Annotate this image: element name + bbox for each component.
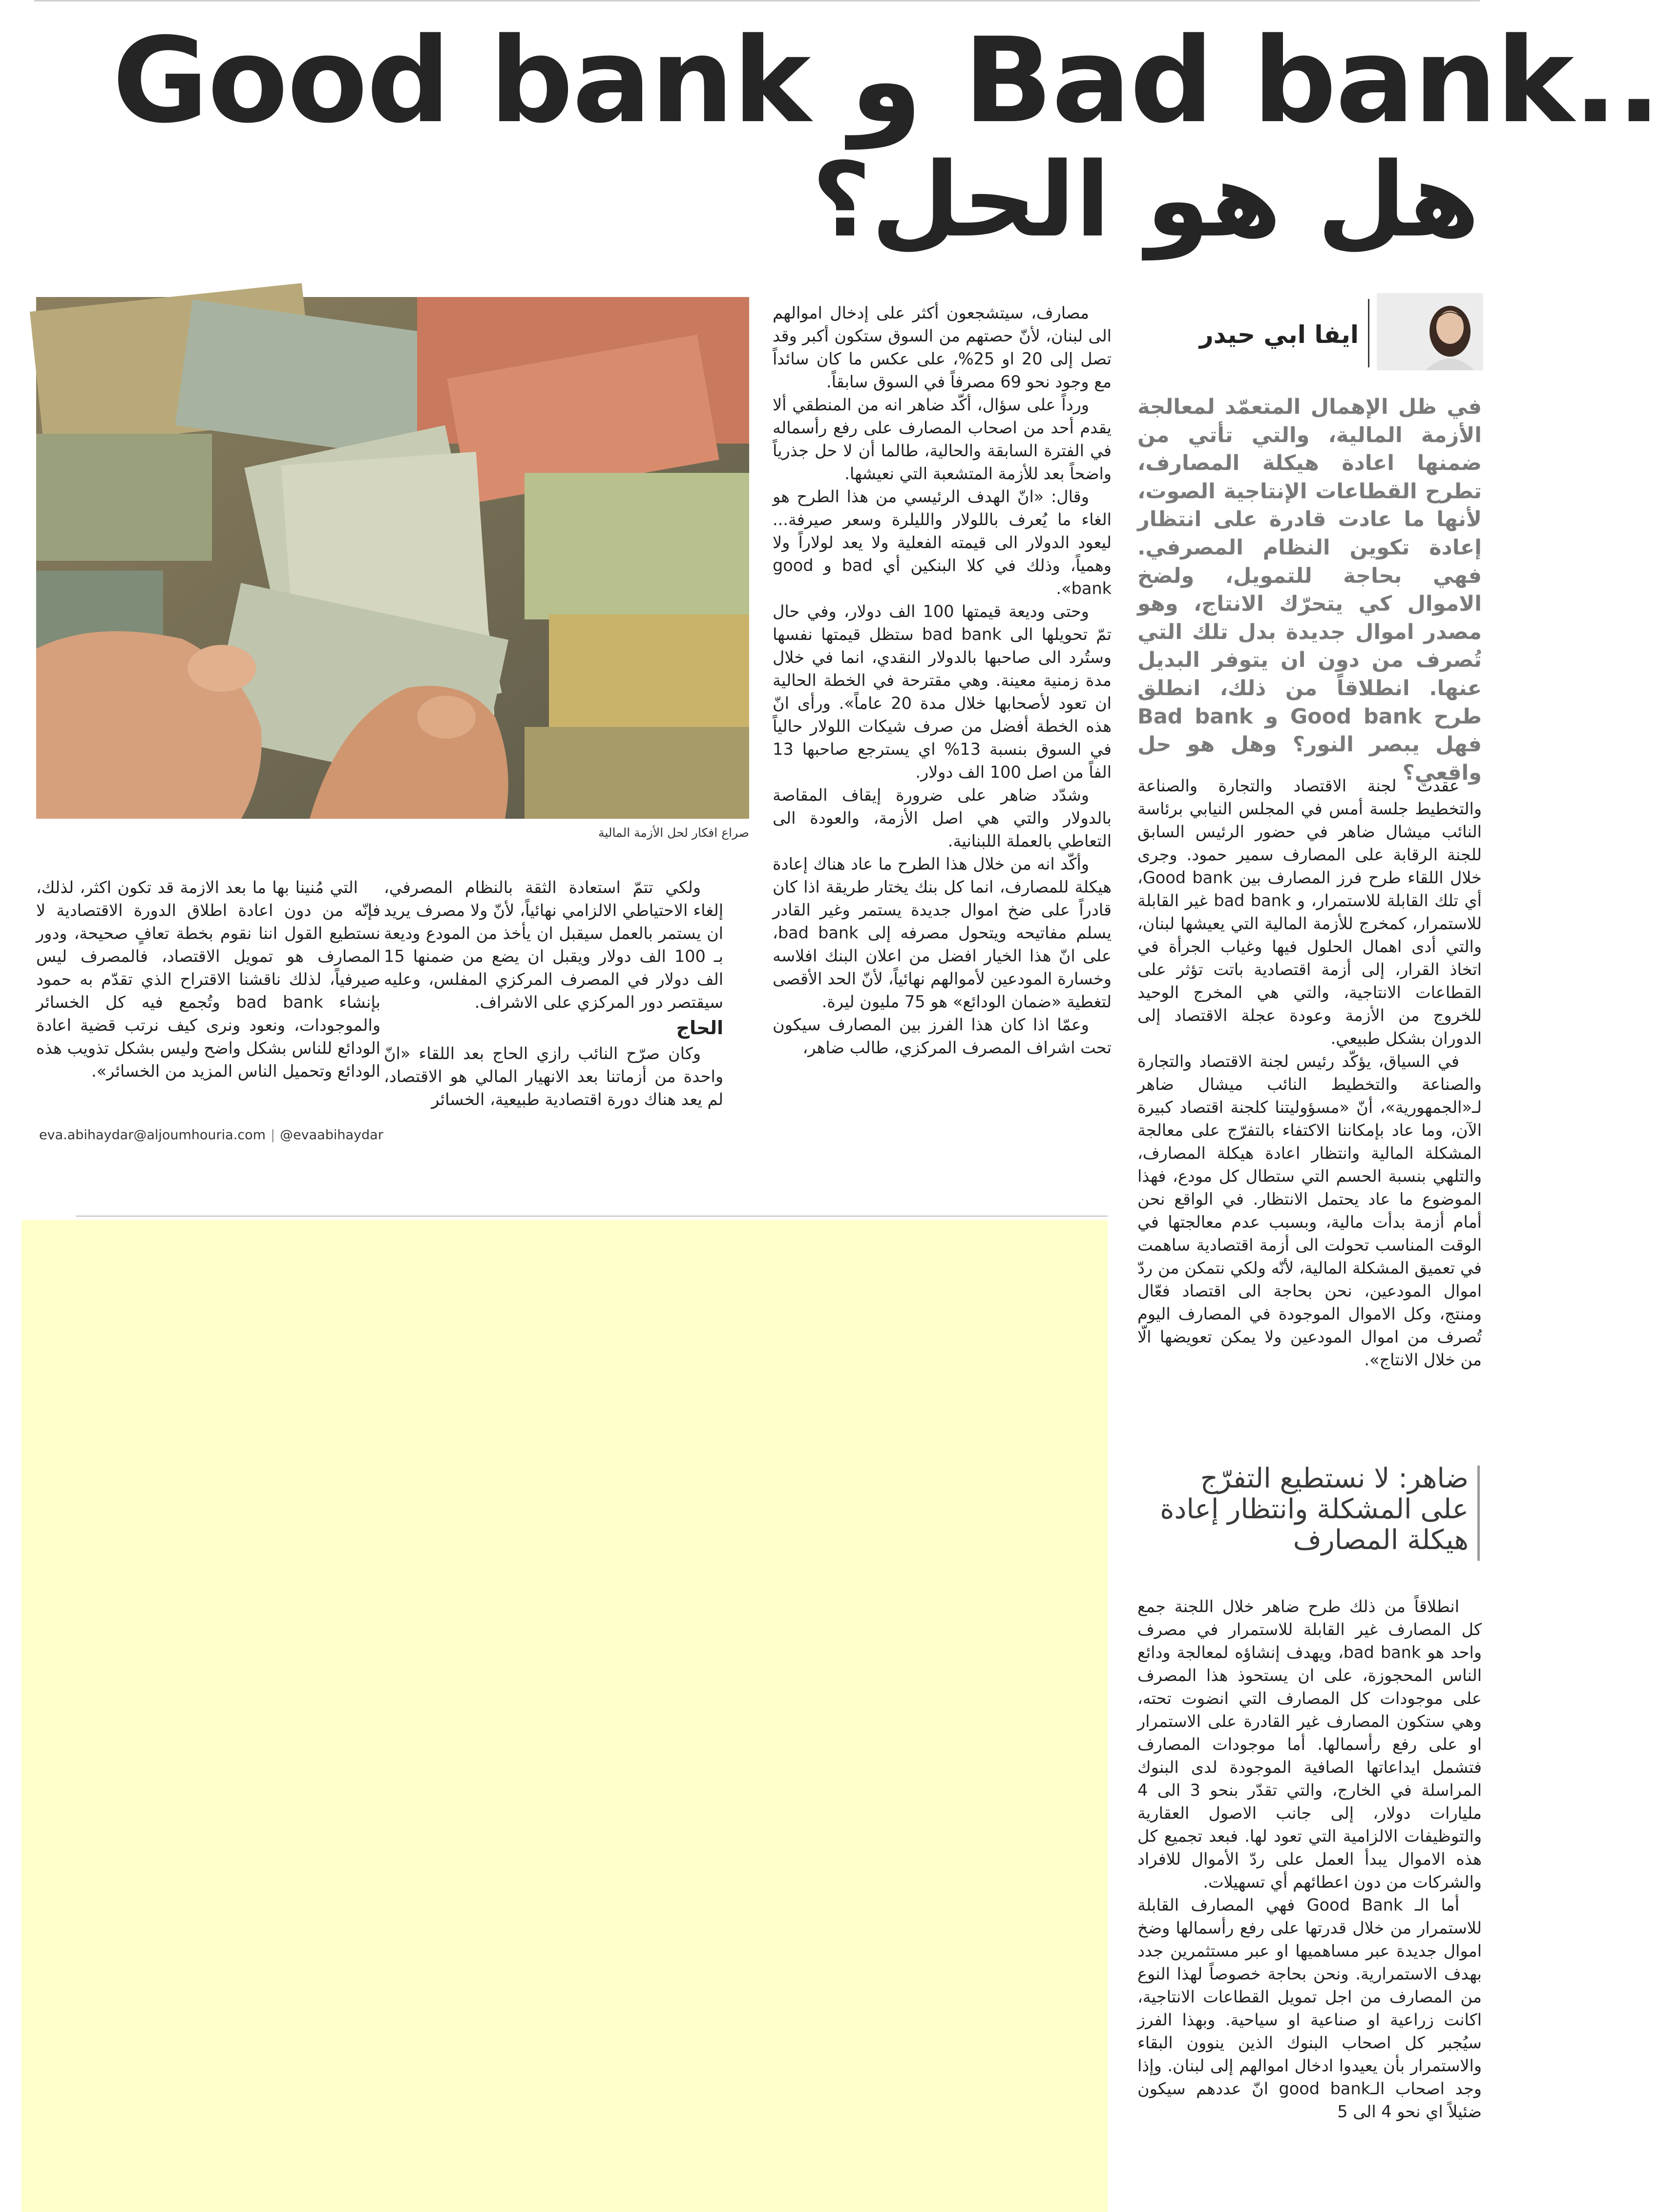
column-1-bottom [1137,1595,1482,2123]
paragraph: وأكّد انه من خلال هذا الطرح ما عاد هناك إعادة هيكلة للمصارف، انما كل بنك يختار طريقة اذا كان قادراً على ضخ اموال جديدة يستمر وغير القادر يسلم مفاتيحه ويتحول مصرفه إلى bad bank، على انّ هذا الخيار افضل من اعلان البنك افلاسه وخسارة المودعين لأموالهم نهائياً، لأنّ الحد الأقصى لتغطية «ضمان الودائع» هو 75 مليون ليرة. [773,854,1112,1011]
article-photo [36,297,749,819]
paragraph: انطلاقاً من ذلك طرح ضاهر خلال اللجنة جمع كل المصارف غير القابلة للاستمرار في مصرف واحد هو bad bank، ويهدف إنشاؤه لمعالجة ودائع الناس المحجوزة، على ان يستحوذ هذا المصرف على موجودات كل المصارف التي انضوت تحته، وهي ستكون المصارف غير القادرة على الاستمرار او على رفع رأسمالها. أما موجودات المصارف فتشمل ايداعاتها الصافية الموجودة لدى البنوك المراسلة في الخارج، والتي تقدّر بنحو 3 الى 4 مليارات دولار، إلى جانب الاصول العقارية والتوظيفات الالزامية التي تعود لها. فبعد تجميع كل هذه الاموال يبدأ العمل على ردّ الأموال للافراد والشركات من دون اعطائهم أي تسهيلات. [1137,1597,1482,1892]
ad-space [21,1220,1112,2212]
paragraph: وكان صرّح النائب رازي الحاج بعد اللقاء «انّ واحدة من أزماتنا بعد الانهيار المالي هو الاقتصاد، لم يعد هناك دورة اقتصادية طبيعية، الخسائر [384,1044,723,1109]
author-name: ايفا ابي حيدر [1199,320,1359,349]
paragraph: التي مُنينا بها ما بعد الازمة قد تكون اكثر، لذلك، فإنّه من دون اعادة اطلاق الدورة الاقتصادية لا نستطيع القول اننا نقوم بخطة تعافٍ صحيحة، ودور المصارف هو تمويل الاقتصاد، فالمصرف ليس صيرفياً، لذلك ناقشنا الاقتراح الذي تقدّم به حمود بإنشاء bad bank وتُجمع فيه كل الخسائر والموجودات، ونعود ونرى كيف نرتب قضية اعادة الودائع للناس بشكل واضح وليس بشكل تذويب هذه الودائع وتحميل الناس المزيد من الخسائر». [36,878,380,1081]
paragraph: وعمّا اذا كان هذا الفرز بين المصارف سيكون تحت اشراف المصرف المركزي، طالب ضاهر، [773,1015,1112,1057]
lede: في ظل الإهمال المتعمّد لمعالجة الأزمة المالية، والتي تأتي من ضمنها اعادة هيكلة المصارف، تطرح القطاعات الإنتاجية الصوت، لأنها ما عادت قادرة على انتظار إعادة تكوين النظام المصرفي. فهي بحاجة للتمويل، ولضخ الاموال كي يتحرّك الانتاج، وهو مصدر اموال جديدة بدل تلك التي تُصرف من دون ان يتوفر البديل عنها. انطلاقاً من ذلك، انطلق طرح Good bank و Bad bank فهل يبصر النور؟ وهل هو حل واقعي؟ [1137,395,1482,785]
paragraph: وقال: «انّ الهدف الرئيسي من هذا الطرح هو الغاء ما يُعرف باللولار والليلرة وسعر صيرفة... ليعود الدولار الى قيمته الفعلية ولا يعد لولاراً ولا وهمياً، وذلك في كلا البنكين أي bad و good bank». [773,487,1112,598]
author-divider [1368,299,1369,367]
pull-quote: ضاهر: لا نستطيع التفرّج على المشكلة وانتظار إعادة هيكلة المصارف [1160,1463,1469,1556]
paragraph: في السياق، يؤكّد رئيس لجنة الاقتصاد والتجارة والصناعة والتخطيط النائب ميشال ضاهر لـ«الجمهورية»، أنّ «مسؤوليتنا كلجنة اقتصاد كبيرة الآن، وما عاد بإمكاننا الاكتفاء بالتفرّج على معالجة المشكلة المالية وانتظار اعادة هيكلة المصارف، والتلهي بنسبة الحسم التي ستطال كل مودع، فهذا الموضوع ما عاد يحتمل الانتظار. في الواقع نحن أمام أزمة بدأت مالية، وبسبب عدم معالجتها في الوقت المناسب تحولت الى أزمة اقتصادية ساهمت في تعميق المشكلة المالية، لأنّه ولكي نتمكن من ردّ اموال المودعين، نحن بحاجة الى اقتصاد فعّال ومنتج، وكل الاموال الموجودة في المصارف اليوم تُصرف من اموال المودعين ولا يمكن تعويضها الّا من خلال الانتاج». [1137,1052,1482,1369]
paragraph: أما الـ Good Bank فهي المصارف القابلة للاستمرار من خلال قدرتها على رفع رأسمالها وضخ اموال جديدة عبر مساهميها او عبر مستثمرين جدد بهدف الاستمرارية. ونحن بحاجة خصوصاً لهذا النوع من المصارف من اجل تمويل القطاعات الانتاجية، اكانت زراعية او صناعية او سياحية. وبهذا الفرز سيُجبر كل اصحاب البنوك الذين ينوون البقاء والاستمرار بأن يعيدوا ادخال اموالهم إلى لبنان. وإذا وجد اصحاب الـgood bank انّ عددهم سيكون ضئيلاً اي نحو 4 الى 5 [1137,1895,1482,2121]
column-3 [384,876,723,1111]
paragraph: وحتى وديعة قيمتها 100 الف دولار، وفي حال تمّ تحويلها الى bad bank ستظل قيمتها نفسها وستُرد الى صاحبها بالدولار النقدي، انما في خلال مدة زمنية معينة. وهي مقترحة في الخطة الحالية ان تعود لأصحابها خلال مدة 20 عاماً». ورأى انّ هذه الخطة أفضل من صرف شيكات اللولار حالياً في السوق بنسبة 13% اي يسترجع صاحبها 13 الفاً من اصل 100 الف دولار. [773,602,1112,782]
photo-caption: صراع افكار لحل الأزمة المالية [598,826,749,840]
column-1-top [1137,774,1482,1371]
paragraph: ورداً على سؤال، أكّد ضاهر انه من المنطقي ألا يقدم أحد من اصحاب المصارف على رفع رأسماله في الفترة السابقة والحالية، طالما أن لا حل جذرياً واضحاً بعد للأزمة المتشعبة التي نعيشها. [773,395,1112,483]
paragraph: مصارف، سيتشجعون أكثر على إدخال اموالهم الى لبنان، لأنّ حصتهم من السوق ستكون أكبر وقد تصل إلى 20 او 25%، على عكس ما كان سائداً مع وجود نحو 69 مصرفاً في السوق سابقاً. [773,303,1112,391]
ad-top-rule [76,1215,1109,1217]
paragraph: وشدّد ضاهر على ضرورة إيقاف المقاصة بالدولار والتي هي اصل الأزمة، والعودة الى التعاطي بالعملة اللبنانية. [773,786,1112,851]
paragraph: عقدت لجنة الاقتصاد والتجارة والصناعة والتخطيط جلسة أمس في المجلس النيابي برئاسة النائب ميشال ضاهر في حضور الرئيس السابق للجنة الرقابة على المصارف سمير حمود. وجرى خلال اللقاء طرح فرز المصارف بين Good bank، أي تلك القابلة للاستمرار، و bad bank غير القابلة للاستمرار، كمخرج للأزمة المالية التي يعيشها لبنان، والتي أدى اهمال الحلول فيها وغياب الجرأة في اتخاذ القرار، إلى أزمة اقتصادية باتت تؤثر على القطاعات الانتاجية، والتي هي المخرج الوحيد للخروج من الأزمة وعودة عجلة الاقتصاد إلى الدوران بشكل طبيعي. [1137,776,1482,1048]
column-gutter [1108,1215,1112,2212]
contact-separator: | [270,1127,275,1143]
headline-line-1: Good bank و Bad bank.. [112,12,1660,149]
column-4 [36,876,380,1083]
author-email[interactable]: eva.abihaydar@aljoumhouria.com [39,1127,266,1143]
pull-quote-rule [1477,1466,1480,1561]
author-portrait-icon [1377,293,1483,370]
author-photo [1377,293,1483,370]
author-social-handle[interactable]: @evaabihaydar [280,1127,383,1143]
money-photo-icon [36,297,749,819]
paragraph: ولكي تتمّ استعادة الثقة بالنظام المصرفي، إلغاء الاحتياطي الالزامي نهائياً، لأنّ ولا مصرف يريد ان يستمر بالعمل سيقبل ان يأخذ من المودع وديعة بـ 100 الف دولار ويقبل ان يضع من ضمنها 15 الف دولار في المصرف المركزي المفلس، وعليه سيقتصر دور المركزي على الاشراف. [384,878,723,1012]
subhead: الحاج [676,1017,723,1039]
author-contact [39,1127,381,1143]
top-rule [34,0,1480,1]
headline-line-2: هل هو الحل؟ [812,140,1480,260]
column-2 [773,301,1112,1059]
